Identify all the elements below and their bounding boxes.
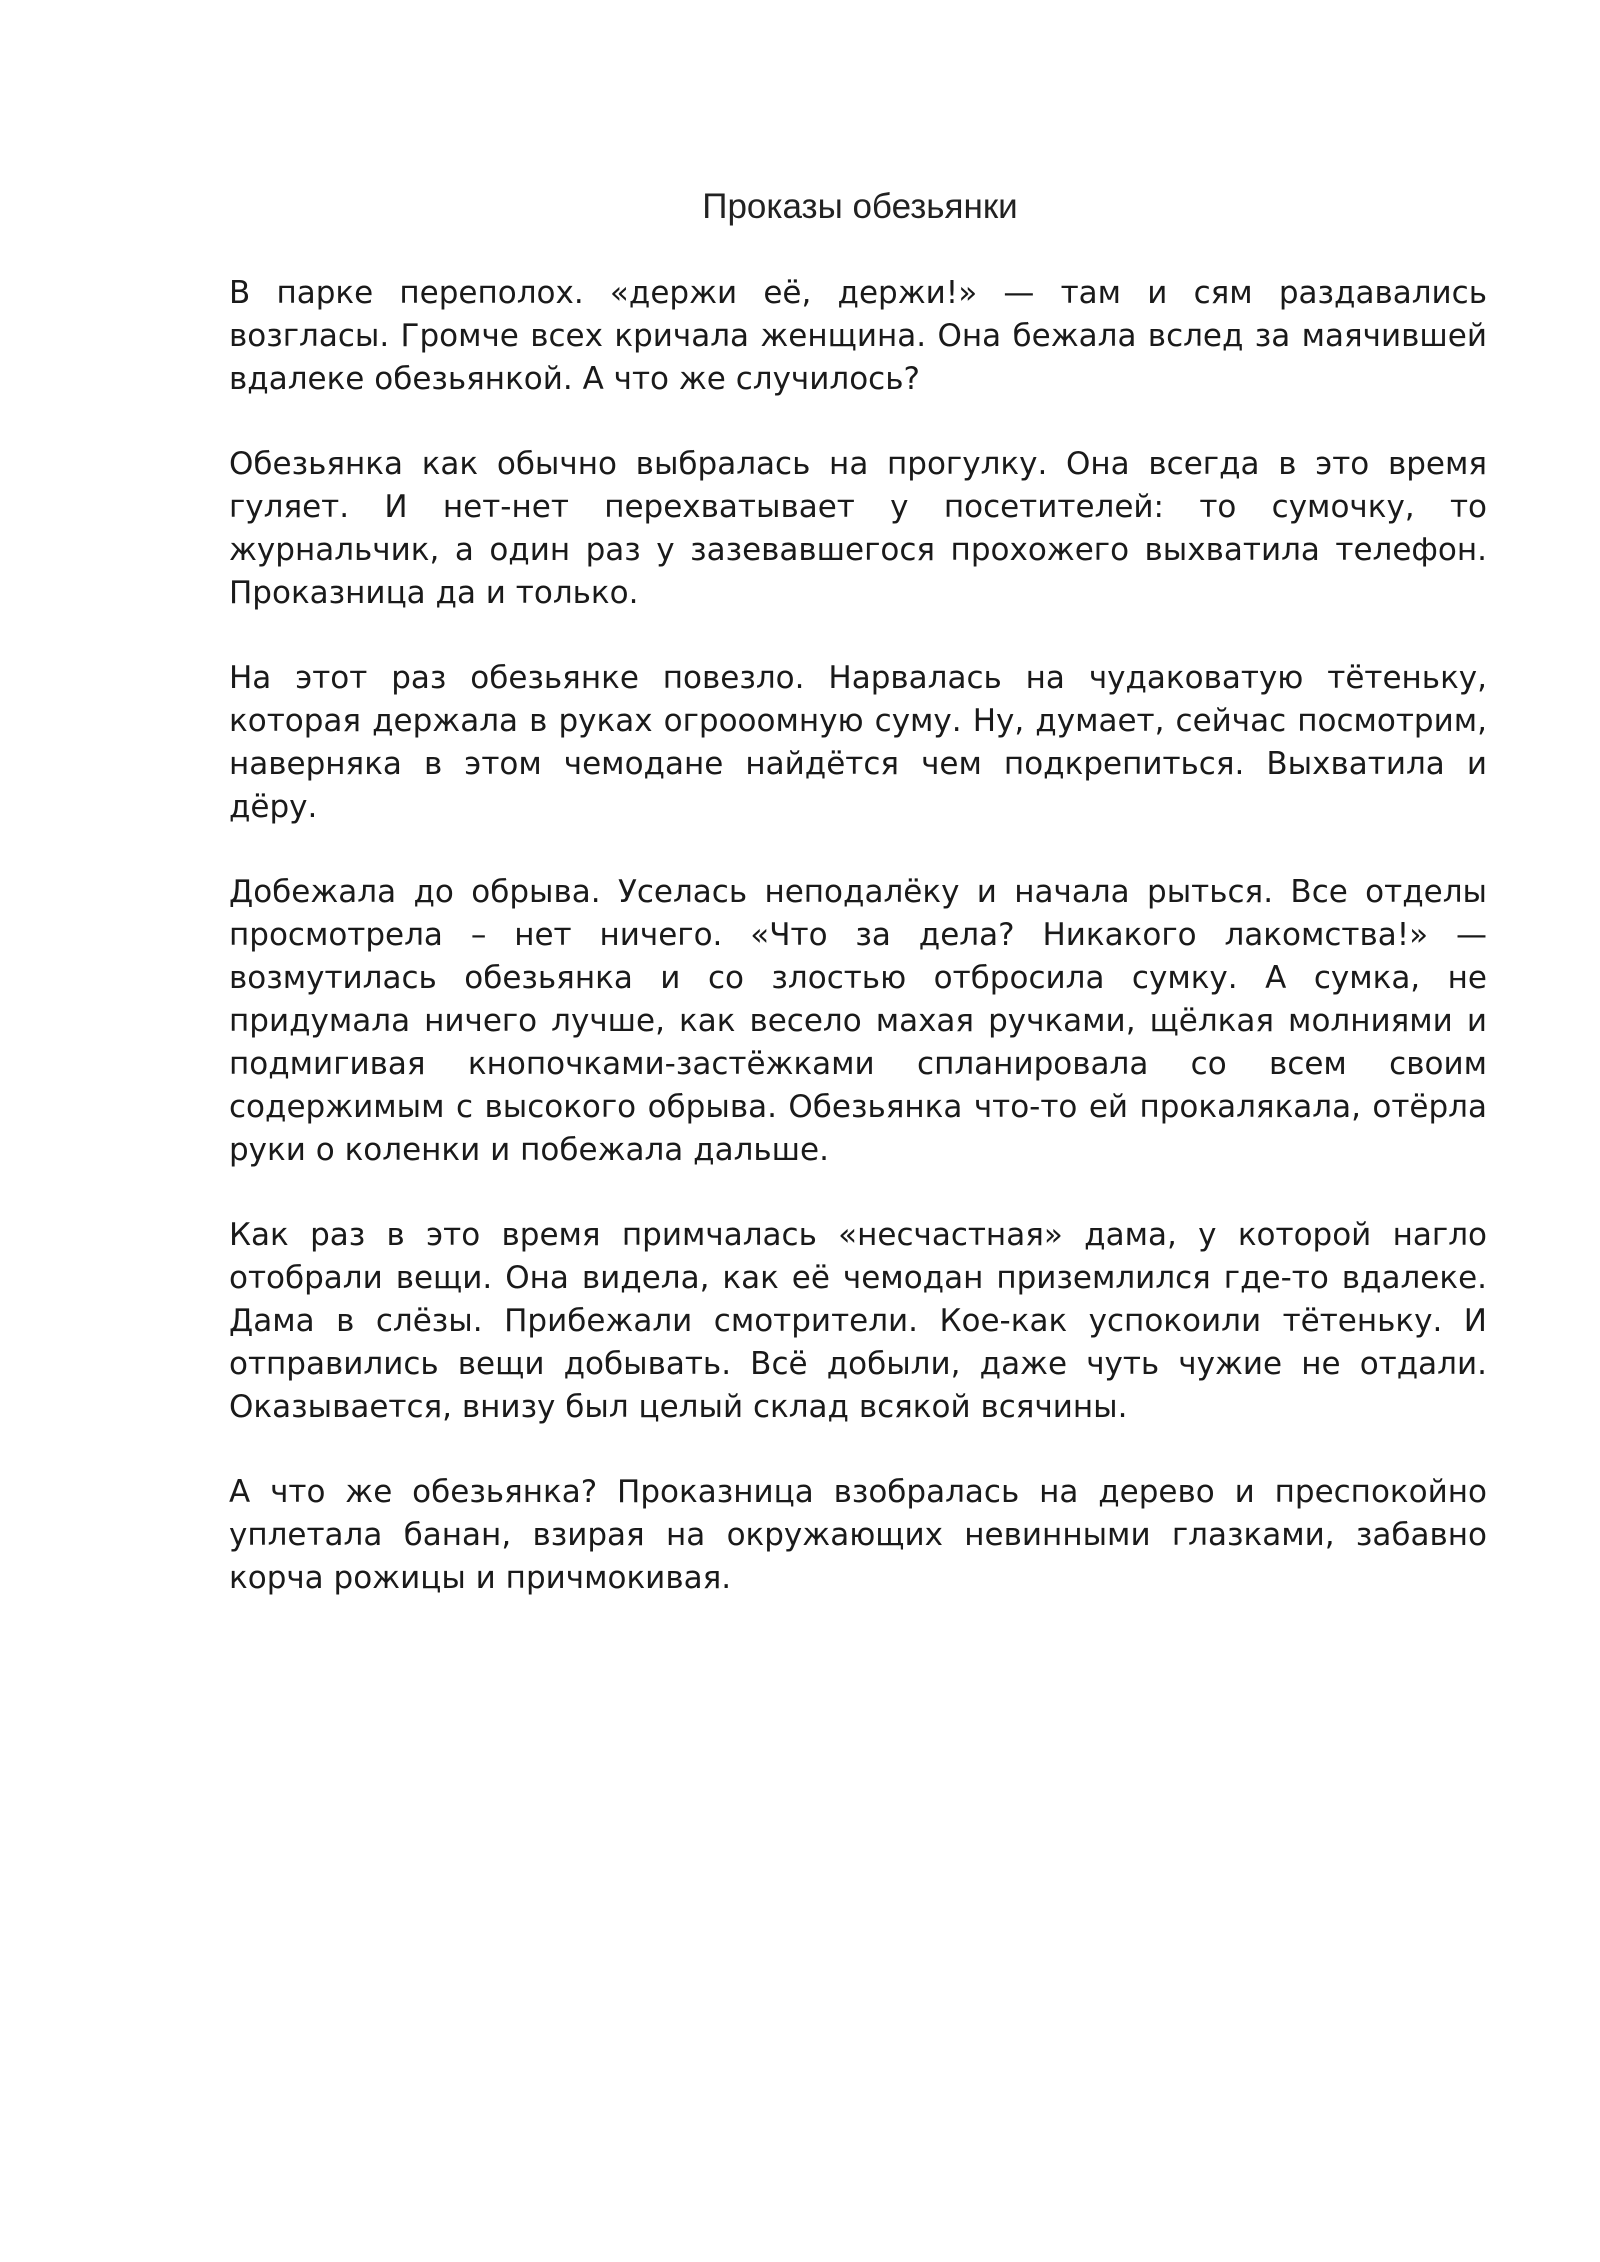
paragraph-1: В парке переполох. «держи её, держи!» — там и сям раздавались возгласы. Громче всех кричала женщина. Она бежала вслед за маячившей вдалеке обезьянкой. А что же случилось?: [229, 275, 1487, 397]
paragraph-3: На этот раз обезьянке повезло. Нарвалась на чудаковатую тётеньку, которая держала в руках огрооомную суму. Ну, думает, сейчас посмотрим, наверняка в этом чемодане найдётся чем подкрепиться. Выхватила и дёру.: [229, 660, 1487, 825]
paragraph-4: Добежала до обрыва. Уселась неподалёку и начала рыться. Все отделы просмотрела – нет ничего. «Что за дела? Никакого лакомства!» — возмутилась обезьянка и со злостью отбросила сумку. А сумка, не придумала ничего лучше, как весело махая ручками, щёлкая молниями и подмигивая кнопочками-застёжками спланировала со всем своим содержимым с высокого обрыва. Обезьянка что-то ей прокалякала, отёрла руки о коленки и побежала дальше.: [229, 874, 1487, 1168]
document-title: Проказы обезьянки: [702, 187, 1018, 226]
paragraph-5: Как раз в это время примчалась «несчастная» дама, у которой нагло отобрали вещи. Она видела, как её чемодан приземлился где-то вдалеке. Дама в слёзы. Прибежали смотрители. Кое-как успокоили тётеньку. И отправились вещи добывать. Всё добыли, даже чуть чужие не отдали. Оказывается, внизу был целый склад всякой всячины.: [229, 1217, 1487, 1425]
paragraph-2: Обезьянка как обычно выбралась на прогулку. Она всегда в это время гуляет. И нет-нет перехватывает у посетителей: то сумочку, то журнальчик, а один раз у зазевавшегося прохожего выхватила телефон. Проказница да и только.: [229, 446, 1487, 611]
document-body: [229, 272, 1487, 1642]
paragraph-6: А что же обезьянка? Проказница взобралась на дерево и преспокойно уплетала банан, взирая на окружающих невинными глазками, забавно корча рожицы и причмокивая.: [229, 1474, 1487, 1596]
